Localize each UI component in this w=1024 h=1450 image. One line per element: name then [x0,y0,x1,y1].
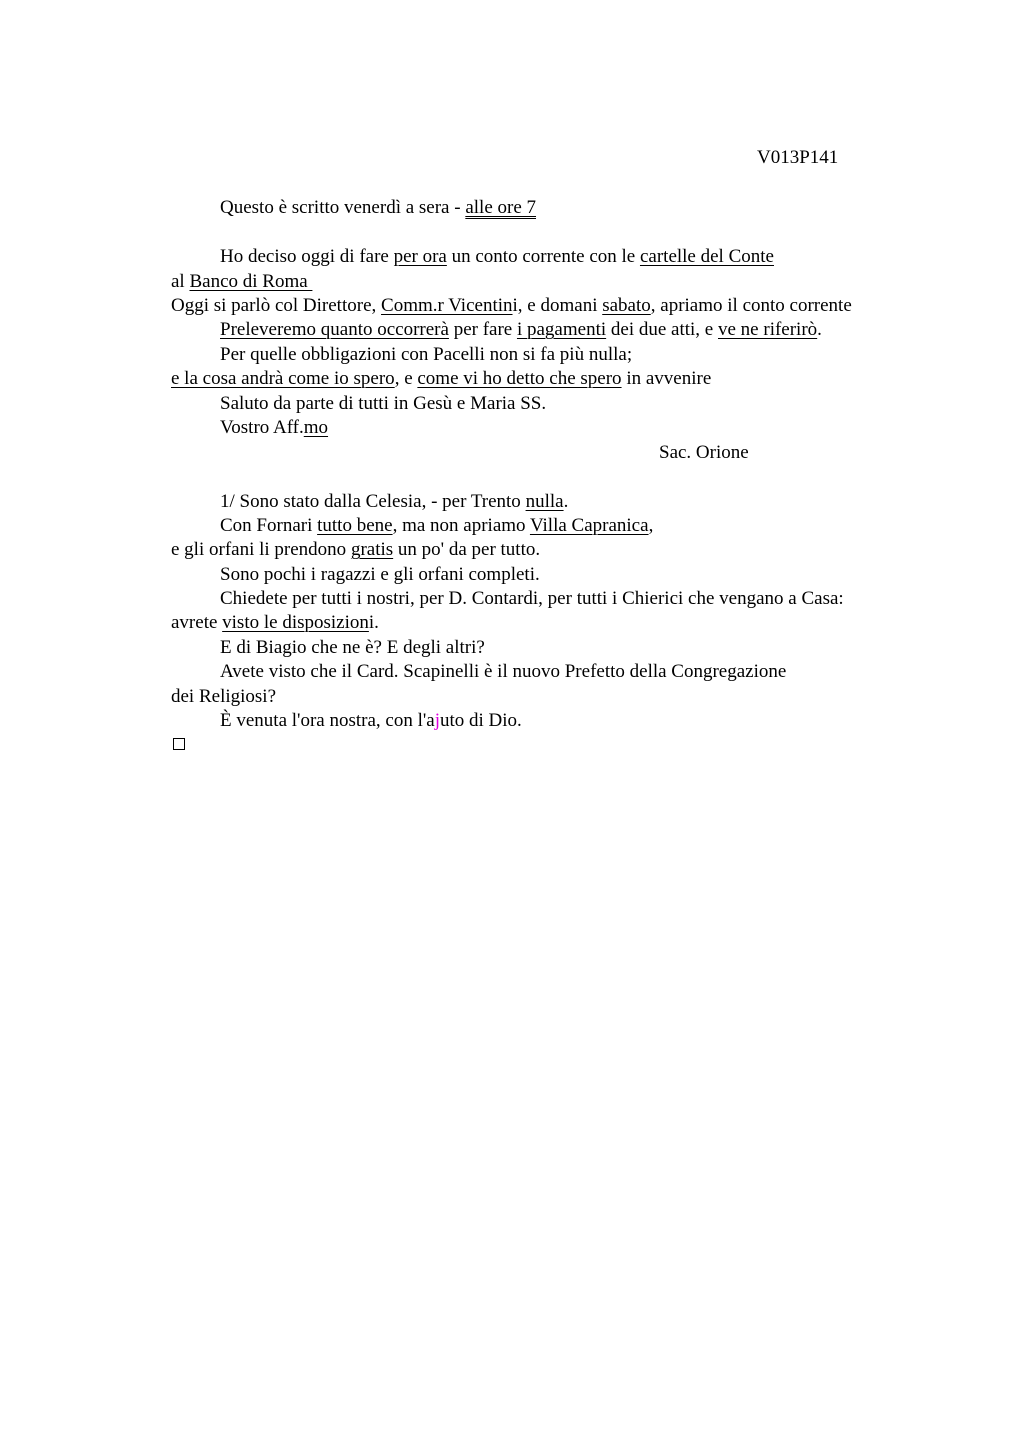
text-segment: al [171,271,190,292]
text-segment: , e [394,368,418,389]
text-segment: , ma non apriamo [392,515,530,536]
postscript-line: Avete visto che il Card. Scapinelli è il nuovo Prefetto della Congregazione [220,661,787,682]
text-segment: Questo è scritto venerdì a sera - [220,197,466,218]
underlined-text: gratis [350,539,394,560]
letter-line [220,318,822,343]
postscript-line [171,538,540,563]
text-segment: i. [368,612,379,633]
text-segment: un conto corrente con le [446,246,640,267]
double-underlined-text: alle ore 7 [465,197,537,218]
letter-line: Per quelle obbligazioni con Pacelli non si fa più nulla; [220,344,633,365]
highlighted-letter: j [434,710,440,731]
postscript-line [220,490,568,515]
postscript-line: Chiedete per tutti i nostri, per D. Contardi, per tutti i Chierici che vengano a Casa: [220,588,844,609]
text-segment: dei due atti, e [606,319,718,340]
letter-line [171,294,852,319]
postscript-line: E di Biagio che ne è? E degli altri? [220,637,485,658]
underlined-text: per ora [393,246,447,267]
document-reference-code: V013P141 [757,147,839,168]
underlined-text: Banco di Roma [189,271,313,292]
text-segment: , apriamo il conto corrente [650,295,852,316]
letter-note-line [220,196,536,221]
text-segment: un po' da per tutto. [393,539,541,560]
text-segment: . [817,319,822,340]
text-segment: uto di Dio. [440,710,522,731]
text-segment: 1/ Sono stato dalla Celesia, - per Trento [220,491,526,512]
greeting-line: Saluto da parte di tutti in Gesù e Maria SS. [220,393,547,414]
underlined-text: cartelle del Conte [639,246,774,267]
underlined-text: i pagamenti [516,319,607,340]
text-segment: e gli orfani li prendono [171,539,351,560]
closing-line [220,416,328,441]
postscript-line: dei Religiosi? [171,686,277,707]
text-segment: Oggi si parlò col Direttore, [171,295,382,316]
end-of-document-box-icon [173,738,185,750]
underlined-text: e la cosa andrà come io spero [171,368,395,389]
text-segment: È venuta l'ora nostra, con l'a [220,710,435,731]
text-segment: in avvenire [621,368,712,389]
letter-line [220,245,774,270]
text-segment: Con Fornari [220,515,318,536]
letter-line [171,270,312,295]
underlined-text: Villa Capranica [529,515,649,536]
text-segment: , [648,515,654,536]
letter-line [171,367,711,392]
text-segment: Vostro Aff. [220,417,304,438]
underlined-text: sabato [602,295,651,316]
postscript-line [171,611,379,636]
underlined-text: mo [303,417,329,438]
text-segment: per fare [448,319,517,340]
text-segment: i, e domani [512,295,603,316]
postscript-line [220,709,522,734]
postscript-line: Sono pochi i ragazzi e gli orfani completi. [220,564,540,585]
text-segment: Ho deciso oggi di fare [220,246,394,267]
underlined-text: Comm.r Vicentin [381,295,513,316]
text-segment: avrete [171,612,223,633]
underlined-text: ve ne riferirò [718,319,818,340]
text-segment: . [563,491,569,512]
underlined-text: Preleveremo quanto occorrerà [220,319,449,340]
underlined-text: visto le disposizion [222,612,369,633]
postscript-line [220,514,653,539]
underlined-text: come vi ho detto che spero [417,368,622,389]
signature: Sac. Orione [659,442,749,463]
underlined-text: nulla [525,491,564,512]
underlined-text: tutto bene [317,515,393,536]
